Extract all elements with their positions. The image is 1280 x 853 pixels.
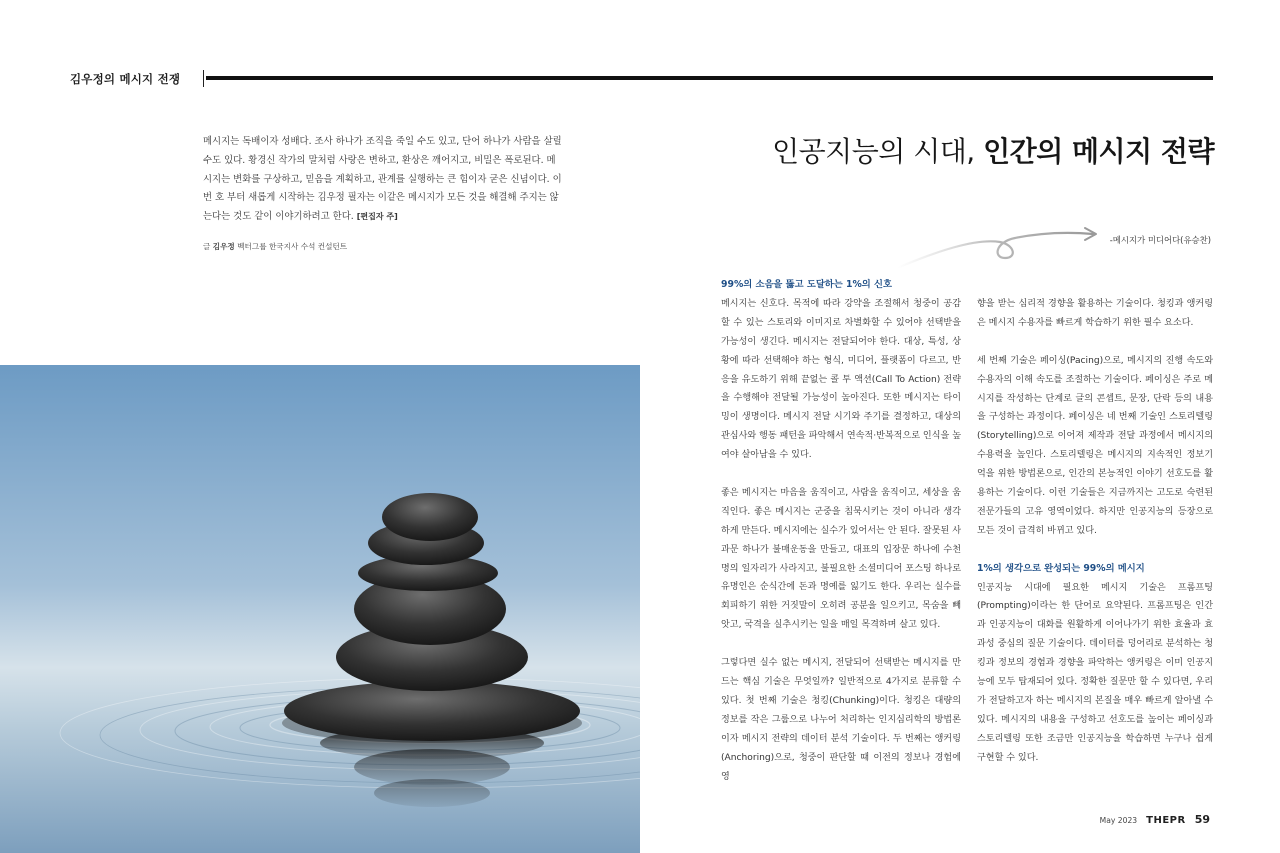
body-paragraph: 세 번째 기술은 페이싱(Pacing)으로, 메시지의 진행 속도와 수용자의 이해 속도를 조절하는 기술이다. 페이싱은 주로 메시지를 작성하는 단계로 글의 콘셉트, 문장, 단락 등의 내용을 구성하는 과정이다. 페이싱은 네 번째 기술인 스토리텔링(Storytelling)으로 이어져 제작과 전달 과정에서 메시지의 수용력을 높인다. 스토리텔링은 메시지의 지속적인 정보기억을 위한 방법론으로, 인간의 본능적인 이야기 선호도를 활용하는 기술이다. 이런 기술들은 지금까지는 고도로 숙련된 전문가들의 고유 영역이었다. 하지만 인공지능의 등장으로 모든 것이 급격히 바뀌고 있다. [977,355,1213,536]
title-bold: 인간의 메시지 전략 [983,135,1214,168]
magazine-logo: THEPR [1146,815,1186,826]
issue-date: May 2023 [1099,816,1138,825]
section-subhead-1: 99%의 소음을 뚫고 도달하는 1%의 신호 [721,279,892,290]
page-title [772,130,1214,170]
body-paragraph: 향을 받는 심리적 경향을 활용하는 기술이다. 청킹과 앵커링은 메시지 수용자를 빠르게 학습하기 위한 필수 요소다. [977,299,1213,328]
stacked-stones-photo [0,365,640,853]
body-paragraph: 그렇다면 실수 없는 메시지, 전달되어 선택받는 메시지를 만드는 핵심 기술은 무엇일까? 일반적으로 4가지로 분류할 수 있다. 첫 번째 기술은 청킹(Chunking)이다. 청킹은 대량의 정보를 작은 그룹으로 나누어 처리하는 인지심리학의 방법론이자 메시지 전략의 데이터 분석 기술이다. 두 번째는 앵커링(Anchoring)으로, 청중이 판단할 때 이전의 정보나 경험에 영 [721,658,961,782]
body-paragraph: 인공지능 시대에 필요한 메시지 기술은 프롬프팅(Prompting)이라는 한 단어로 요약된다. 프롬프팅은 인간과 인공지능이 대화를 원활하게 이어나가기 위한 효율과 효과성 중심의 질문 기술이다. 데이터를 덩어리로 분석하는 청킹과 정보의 경험과 경향을 파악하는 앵커링은 이미 인공지능에 모두 탑재되어 있다. 정확한 질문만 할 수 있다면, 우리가 전달하고자 하는 메시지의 본질을 매우 빠르게 알아낼 수 있다. 메시지의 내용을 구성하고 선호도를 높이는 페이싱과 스토리텔링 또한 조금만 인공지능을 학습하면 누구나 쉽게 구현할 수 있다. [977,582,1213,763]
article-column-right [977,295,1213,768]
stacked-stones-illustration [0,365,640,853]
byline-prefix: 글 [203,242,211,251]
byline-affiliation: 벡터그룹 한국지사 수석 컨설턴트 [237,242,348,251]
series-label: 김우정의 메시지 전쟁 [70,72,181,86]
body-paragraph: 메시지는 신호다. 목적에 따라 강약을 조절해서 청중이 공감할 수 있는 스토리와 이미지로 차별화할 수 있어야 선택받을 가능성이 생긴다. 메시지는 전달되어야 한다. 대상, 특성, 상황에 따라 선택해야 하는 형식, 미디어, 플랫폼이 다르고, 반응을 유도하기 위해 끝없는 콜 투 액션(Call To Action) 전략을 수행해야 전달될 가능성이 높아진다. 또한 메시지는 타이밍이 생명이다. 메시지 전달 시기와 주기를 결정하고, 대상의 관심사와 행동 패턴을 파악해서 연속적·반복적으로 인식을 높여야 살아남을 수 있다. [721,298,961,461]
lede-text: 메시지는 독배이자 성배다. 조사 하나가 조직을 죽일 수도 있고, 단어 하나가 사람을 살릴 수도 있다. 황경신 작가의 말처럼 사랑은 변하고, 환상은 깨어지고, 비밀은 폭로된다. 메시지는 변화를 구상하고, 믿음을 계획하고, 관계를 실행하는 큰 힘이자 굳은 신념이다. 이번 호 부터 새롭게 시작하는 김우정 필자는 이같은 메시지가 모든 것을 해결해 주지는 않는다는 것도 같이 이야기하려고 한다. [203,136,562,223]
byline [203,241,347,252]
lede-paragraph [203,133,563,227]
quote-credit: -메시지가 미디어다(유승찬) [1109,235,1211,245]
header-divider-tick [203,70,204,87]
article-column-left [721,276,961,786]
swoosh-arrow-icon [895,222,1105,272]
section-subhead-2: 1%의 생각으로 완성되는 99%의 메시지 [977,562,1145,574]
title-light: 인공지능의 시대, [772,135,975,168]
header-rule [206,76,1213,80]
editor-note: [편집자 주] [356,212,398,222]
page-footer [1100,813,1210,826]
byline-author: 김우정 [212,242,235,251]
page-number: 59 [1194,813,1210,826]
body-paragraph: 좋은 메시지는 마음을 움직이고, 사람을 움직이고, 세상을 움직인다. 좋은 메시지는 군중을 침묵시키는 것이 아니라 생각하게 만든다. 메시지에는 실수가 있어서는 안 된다. 잘못된 사과문 하나가 불매운동을 만들고, 대표의 입장문 하나에 수천명의 일자리가 사라지고, 불필요한 소셜미디어 포스팅 하나로 유명인은 순식간에 돈과 명예를 잃기도 한다. 우리는 실수를 회피하기 위한 거짓말이 오히려 공분을 일으키고, 목숨을 빼앗고, 국격을 실추시키는 일을 매일 목격하며 살고 있다. [721,487,961,631]
